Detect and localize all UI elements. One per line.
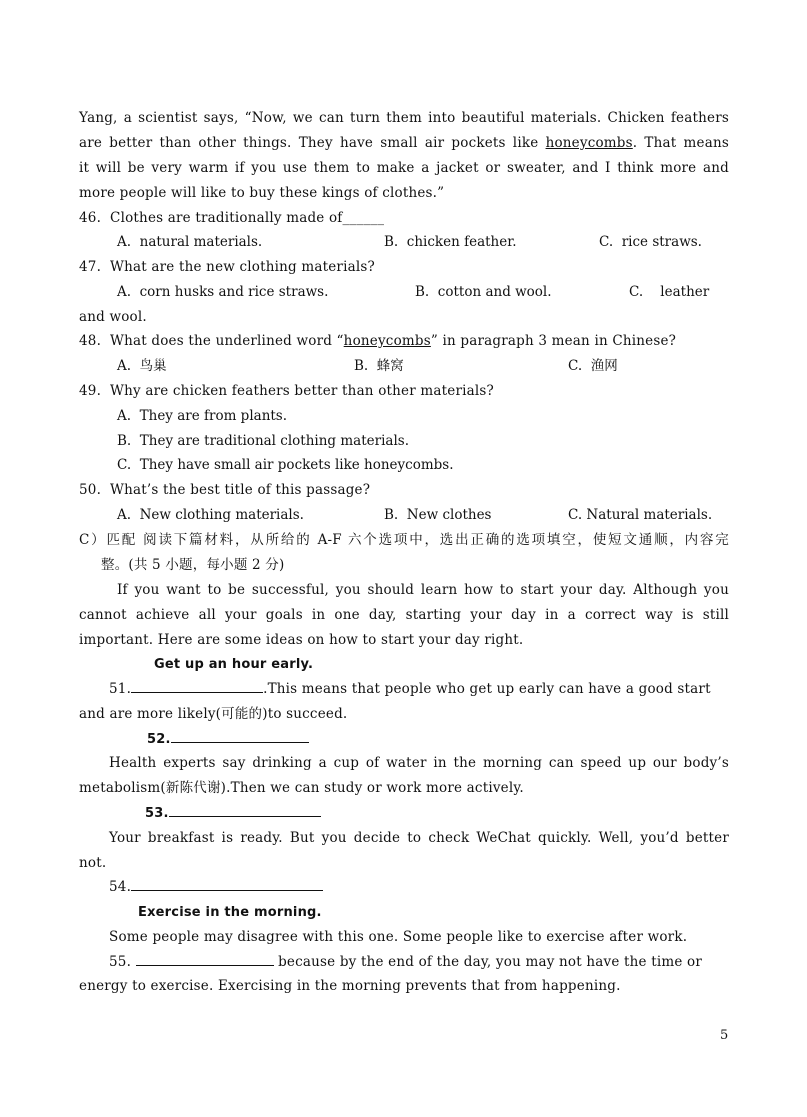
passage-line: Health experts say drinking a cup of water in the morning can speed up our body’s <box>109 755 729 771</box>
question-46-stem: 46. Clothes are traditionally made of______ <box>79 210 385 226</box>
blank-number: 53. <box>145 806 169 821</box>
text-span: are better than other things. They have small air pockets like <box>79 135 546 151</box>
passage-line: Your breakfast is ready. But you decide to check WeChat quickly. Well, you’d better <box>109 830 729 846</box>
blank-54-line <box>109 875 759 900</box>
text-span: . That means <box>632 135 729 151</box>
passage-line: Yang, a scientist says, “Now, we can turn them into beautiful materials. Chicken feathers <box>79 110 729 126</box>
passage-line <box>79 131 729 156</box>
passage-line: energy to exercise. Exercising in the morning prevents that from happening. <box>79 978 621 994</box>
option-c: C. Natural materials. <box>568 507 713 523</box>
question-48-stem <box>79 329 729 354</box>
answer-blank-54[interactable] <box>131 875 323 891</box>
passage-line: and are more likely(可能的)to succeed. <box>79 706 348 722</box>
option-c: C. rice straws. <box>599 234 702 250</box>
blank-number: 51. <box>109 681 132 697</box>
text-span: 48. What does the underlined word “ <box>79 333 344 349</box>
blank-number: 52. <box>147 732 171 747</box>
option-b: B. chicken feather. <box>384 234 517 250</box>
passage-line: not. <box>79 855 107 871</box>
option-c: C. leather <box>629 284 710 300</box>
section-heading: C）匹配 阅读下篇材料，从所给的 A-F 六个选项中，选出正确的选项填空，使短文通顺，内容完 <box>79 532 729 548</box>
underlined-word: honeycombs <box>343 333 431 349</box>
answer-blank-55[interactable] <box>136 950 274 966</box>
passage-line: metabolism(新陈代谢).Then we can study or work more actively. <box>79 780 524 796</box>
text-span: .This means that people who get up early can have a good start <box>263 681 711 697</box>
option-c: C. 渔网 <box>568 358 618 374</box>
section-heading-cont: 整。(共 5 小题，每小题 2 分) <box>101 557 285 573</box>
option-a: A. 鸟巢 <box>117 358 167 374</box>
passage-line: Some people may disagree with this one. Some people like to exercise after work. <box>109 929 688 945</box>
blank-number: 55. <box>109 954 132 970</box>
option-b: B. 蜂窝 <box>354 358 404 374</box>
text-span: because by the end of the day, you may not have the time or <box>273 954 703 970</box>
option-a: A. corn husks and rice straws. <box>117 284 329 300</box>
answer-blank-52[interactable] <box>171 727 309 743</box>
option-c-continued: and wool. <box>79 309 147 325</box>
option-b: B. They are traditional clothing materials. <box>117 433 409 449</box>
blank-51-line <box>109 677 729 702</box>
option-a: A. New clothing materials. <box>117 507 304 523</box>
blank-55-line <box>109 950 729 975</box>
blank-52-line <box>147 727 797 752</box>
option-b: B. New clothes <box>384 507 492 523</box>
option-c: C. They have small air pockets like honeycombs. <box>117 457 454 473</box>
passage-line: important. Here are some ideas on how to start your day right. <box>79 632 524 648</box>
underlined-word: honeycombs <box>545 135 633 151</box>
passage-line: cannot achieve all your goals in one day, starting your day in a correct way is still <box>79 607 729 623</box>
blank-number: 54. <box>109 879 132 895</box>
question-49-stem: 49. Why are chicken feathers better than other materials? <box>79 383 494 399</box>
tip-heading: Exercise in the morning. <box>138 905 322 920</box>
option-b: B. cotton and wool. <box>415 284 552 300</box>
option-a: A. natural materials. <box>117 234 263 250</box>
question-50-stem: 50. What’s the best title of this passage? <box>79 482 371 498</box>
passage-line: more people will like to buy these kings of clothes.” <box>79 185 445 201</box>
passage-line: it will be very warm if you use them to make a jacket or sweater, and I think more and <box>79 160 729 176</box>
passage-line: If you want to be successful, you should learn how to start your day. Although you <box>117 582 729 598</box>
tip-heading: Get up an hour early. <box>154 657 314 672</box>
answer-blank-51[interactable] <box>131 677 263 693</box>
question-47-stem: 47. What are the new clothing materials? <box>79 259 375 275</box>
blank-53-line <box>145 801 795 826</box>
option-a: A. They are from plants. <box>117 408 288 424</box>
answer-blank-53[interactable] <box>169 801 321 817</box>
page-number: 5 <box>720 1028 729 1043</box>
text-span: ” in paragraph 3 mean in Chinese? <box>430 333 677 349</box>
